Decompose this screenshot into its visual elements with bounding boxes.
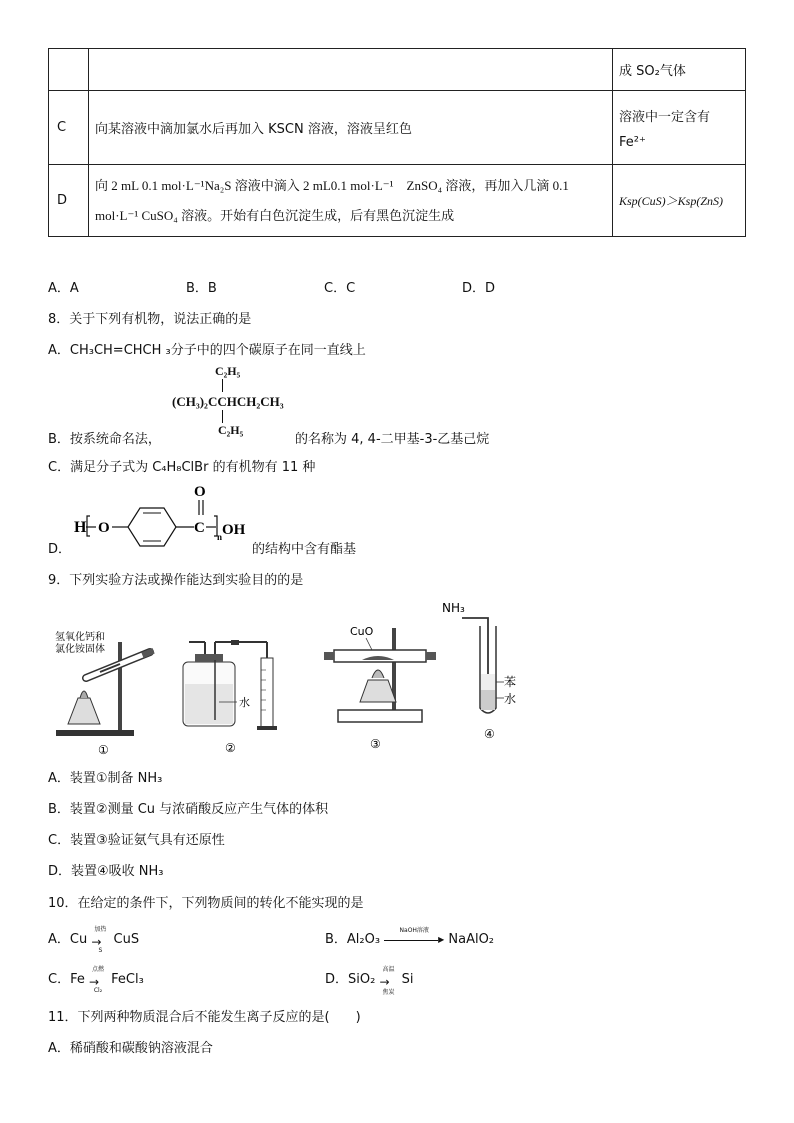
polymer-structure (70, 478, 260, 550)
rx-arrow (91, 925, 109, 954)
arrow-icon: ▶ (438, 934, 445, 944)
option-c: C．C (324, 281, 356, 296)
row-conclusion (613, 91, 746, 165)
experiment-table (48, 48, 746, 237)
row-label (49, 49, 89, 91)
water-label: 水 (504, 692, 517, 706)
graduated-cylinder (261, 658, 273, 728)
q10-stem: 10．在给定的条件下，下列物质间的转化不能实现的是 (48, 896, 364, 911)
num-2: ② (225, 741, 236, 755)
num-3: ③ (370, 737, 381, 751)
num-4: ④ (484, 727, 495, 741)
nh3-label: NH₃ (442, 601, 465, 615)
benzene-ring (128, 508, 176, 546)
tube-end (426, 652, 436, 660)
b-struct-bottom: C₂H₅ (218, 423, 244, 437)
row-content: 向某溶液中滴加氯水后再加入 KSCN 溶液，溶液呈红色 (89, 91, 613, 165)
option-d: D．D (462, 281, 496, 296)
q11-stem: 11．下列两种物质混合后不能发生离子反应的是( ) (48, 1010, 361, 1025)
struct-h: H (74, 519, 87, 536)
arrow-line (384, 940, 438, 941)
b-prefix: B．按系统命名法， (48, 432, 161, 447)
bond-line (222, 379, 223, 392)
q8-option-a: A．CH₃CH=CHCH ₃分子中的四个碳原子在同一直线上 (48, 343, 366, 358)
rx-right: CuS (113, 932, 140, 947)
row-label: C (49, 91, 89, 165)
benzene-label: 苯 (504, 675, 517, 689)
b-struct-top: C₂H₅ (215, 364, 241, 378)
alcohol-lamp (68, 698, 100, 724)
rx-arrow (88, 965, 107, 994)
arrow-icon: → (88, 974, 100, 989)
struct-c: C (194, 520, 205, 536)
app1-label: 氯化铵固体 (55, 644, 105, 655)
flame (80, 691, 88, 698)
benzene-layer (481, 674, 495, 690)
option-a: A．A (48, 281, 79, 296)
rx-cond-bottom: 焦炭 (382, 988, 395, 996)
rx-arrow (379, 965, 397, 996)
q9-option-c: C．装置③验证氨气具有还原性 (48, 833, 225, 848)
rx-cond-bottom: Cl₂ (93, 986, 103, 994)
rx-left: A．Cu (48, 932, 88, 947)
rx-arrow (384, 926, 445, 947)
water-label: 水 (239, 696, 250, 709)
b-suffix: 的名称为 4, 4-二甲基-3-乙基己烷 (295, 432, 490, 447)
apparatus-1 (50, 628, 162, 758)
arrow-icon: → (379, 974, 390, 989)
b-struct-main: (CH₃)₂CCHCH₂CH₃ (172, 394, 284, 409)
content-line: 向 2 mL 0.1 mol·L⁻¹Na₂S 溶液中滴入 2 mL0.1 mol·L⁻¹ ZnSO₄ 溶液，再加入几滴 0.1 (95, 177, 569, 193)
q10-option-b (325, 928, 494, 947)
apparatus-2 (175, 640, 285, 758)
rx-left: D．SiO₂ (325, 972, 376, 987)
q8-option-b (48, 428, 161, 447)
content-line: mol·L⁻¹ CuSO₄ 溶液。开始有白色沉淀生成，后有黑色沉淀生成 (95, 207, 455, 223)
q8-option-d-prefix: D． (48, 542, 72, 557)
table-row (49, 91, 746, 165)
q11-option-a: A．稀硝酸和碳酸钠溶液混合 (48, 1041, 213, 1056)
struct-oh: OH (222, 522, 246, 538)
row-label: D (49, 165, 89, 237)
rx-cond-top: 加热 (94, 925, 107, 933)
rx-right: FeCl₃ (111, 972, 144, 987)
cylinder-base (257, 726, 277, 730)
rx-cond-bottom: S (98, 946, 103, 954)
stand-rod (118, 642, 122, 732)
rx-right: NaAlO₂ (448, 932, 495, 947)
q9-stem: 9．下列实验方法或操作能达到实验目的的是 (48, 573, 304, 588)
q9-option-d: D．装置④吸收 NH₃ (48, 864, 164, 879)
q8-option-d-suffix: 的结构中含有酯基 (252, 542, 357, 557)
table-row (49, 49, 746, 91)
q7-options (48, 277, 600, 296)
arrow-icon: → (91, 934, 102, 949)
stand-rod (392, 628, 396, 720)
clip (231, 640, 239, 645)
q10-option-d (325, 965, 414, 996)
app1-label: 氢氧化钙和 (55, 632, 105, 643)
water-fill (185, 684, 233, 724)
alcohol-lamp (360, 680, 396, 702)
rx-left: B．Al₂O₃ (325, 932, 381, 947)
tube-end (324, 652, 334, 660)
q10-option-c (48, 965, 144, 994)
glass-tube (334, 650, 426, 662)
q8-option-c: C．满足分子式为 C₄H₈ClBr 的有机物有 11 种 (48, 460, 316, 475)
bond-line (222, 410, 223, 423)
stand-base (338, 710, 422, 722)
q9-option-a: A．装置①制备 NH₃ (48, 771, 163, 786)
rx-cond-top: 高温 (382, 965, 395, 973)
flame (372, 670, 384, 678)
rx-left: C．Fe (48, 972, 85, 987)
row-content (89, 165, 613, 237)
stand-base (56, 730, 134, 736)
conclusion-line: Fe²⁺ (619, 134, 646, 150)
conclusion-line: 溶液中一定含有 (619, 109, 711, 125)
row-conclusion: 成 SO₂气体 (613, 49, 746, 91)
struct-o-top: O (194, 484, 206, 500)
q10-option-a (48, 925, 140, 954)
num-1: ① (98, 743, 109, 757)
row-content (89, 49, 613, 91)
rx-cond-top: NaOH溶液 (399, 926, 429, 934)
water-layer (481, 690, 495, 710)
rx-right: Si (401, 972, 414, 987)
struct-n: n (217, 532, 223, 542)
struct-o: O (98, 520, 110, 536)
rx-cond-top: 点燃 (91, 965, 104, 973)
bottle-stopper (195, 654, 223, 662)
q8-stem: 8．关于下列有机物，说法正确的是 (48, 312, 252, 327)
bracket-left (87, 516, 90, 536)
row-conclusion: Ksp(CuS)＞Ksp(ZnS) (613, 165, 746, 237)
apparatus-4 (440, 598, 540, 758)
option-b: B．B (186, 281, 217, 296)
cuo-label: CuO (350, 625, 374, 638)
table-row (49, 165, 746, 237)
apparatus-3 (320, 618, 440, 758)
q9-option-b: B．装置②测量 Cu 与浓硝酸反应产生气体的体积 (48, 802, 329, 817)
